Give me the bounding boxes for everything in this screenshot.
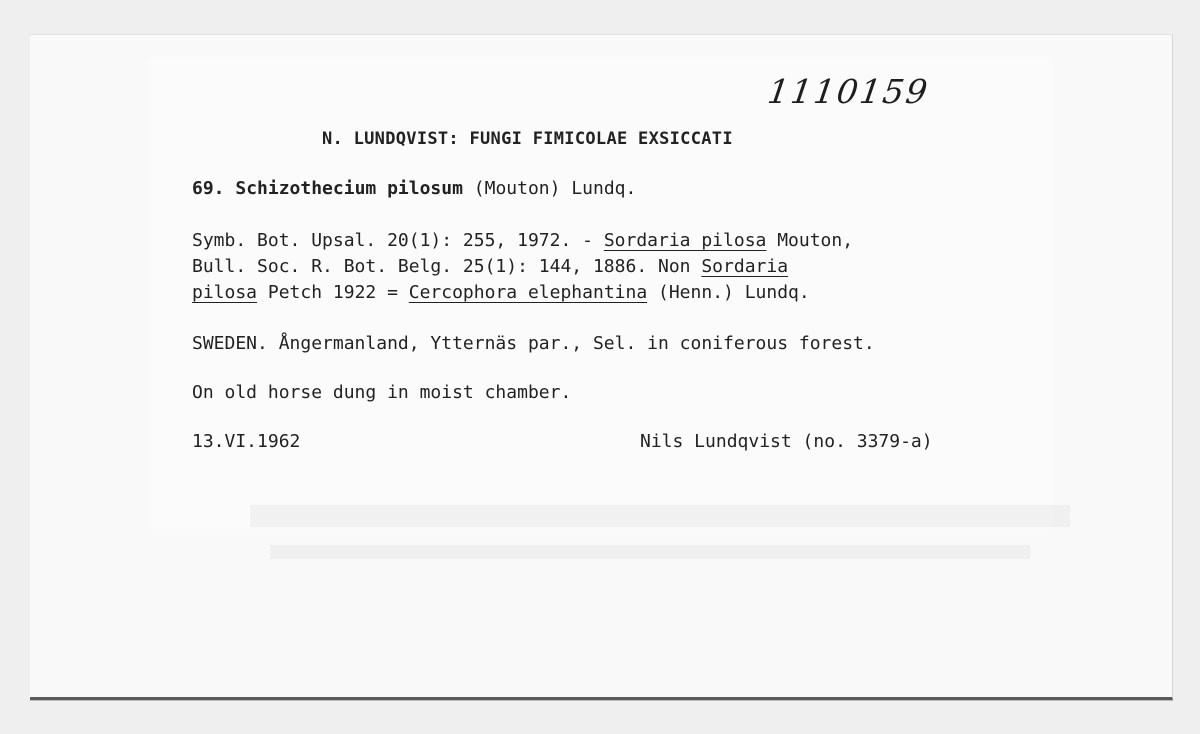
citation-text: Bull. Soc. R. Bot. Belg. 25(1): 144, 1886. Non xyxy=(192,256,702,277)
citation-text: (Henn.) Lundq. xyxy=(647,282,810,303)
synonym-name: Cercophora elephantina xyxy=(408,282,648,303)
substrate-line: On old horse dung in moist chamber. xyxy=(192,382,572,403)
entry-number: 69. xyxy=(192,178,225,199)
bleed-through-shadow xyxy=(250,505,1070,527)
citation-text: Petch 1922 = xyxy=(257,282,409,303)
taxon-name: Schizothecium pilosum xyxy=(235,178,463,199)
handwritten-accession-number: 1110159 xyxy=(765,72,932,111)
citation-line-1 xyxy=(192,232,853,250)
citation-text: Mouton, xyxy=(766,230,854,251)
series-header: N. LUNDQVIST: FUNGI FIMICOLAE EXSICCATI xyxy=(322,129,733,149)
collection-date: 13.VI.1962 xyxy=(192,431,301,452)
synonym-name: Sordaria xyxy=(701,256,789,277)
entry-line xyxy=(192,180,636,198)
citation-line-2 xyxy=(192,258,788,276)
collector: Nils Lundqvist (no. 3379-a) xyxy=(640,431,933,452)
bleed-through-shadow xyxy=(270,545,1030,559)
synonym-name: Sordaria pilosa xyxy=(603,230,767,251)
taxon-authority: (Mouton) Lundq. xyxy=(473,178,637,199)
citation-line-3 xyxy=(192,284,810,302)
citation-text: Symb. Bot. Upsal. 20(1): 255, 1972. - xyxy=(192,230,604,251)
locality-line: SWEDEN. Ångermanland, Ytternäs par., Sel. in coniferous forest. xyxy=(192,333,875,354)
synonym-name: pilosa xyxy=(192,282,258,303)
